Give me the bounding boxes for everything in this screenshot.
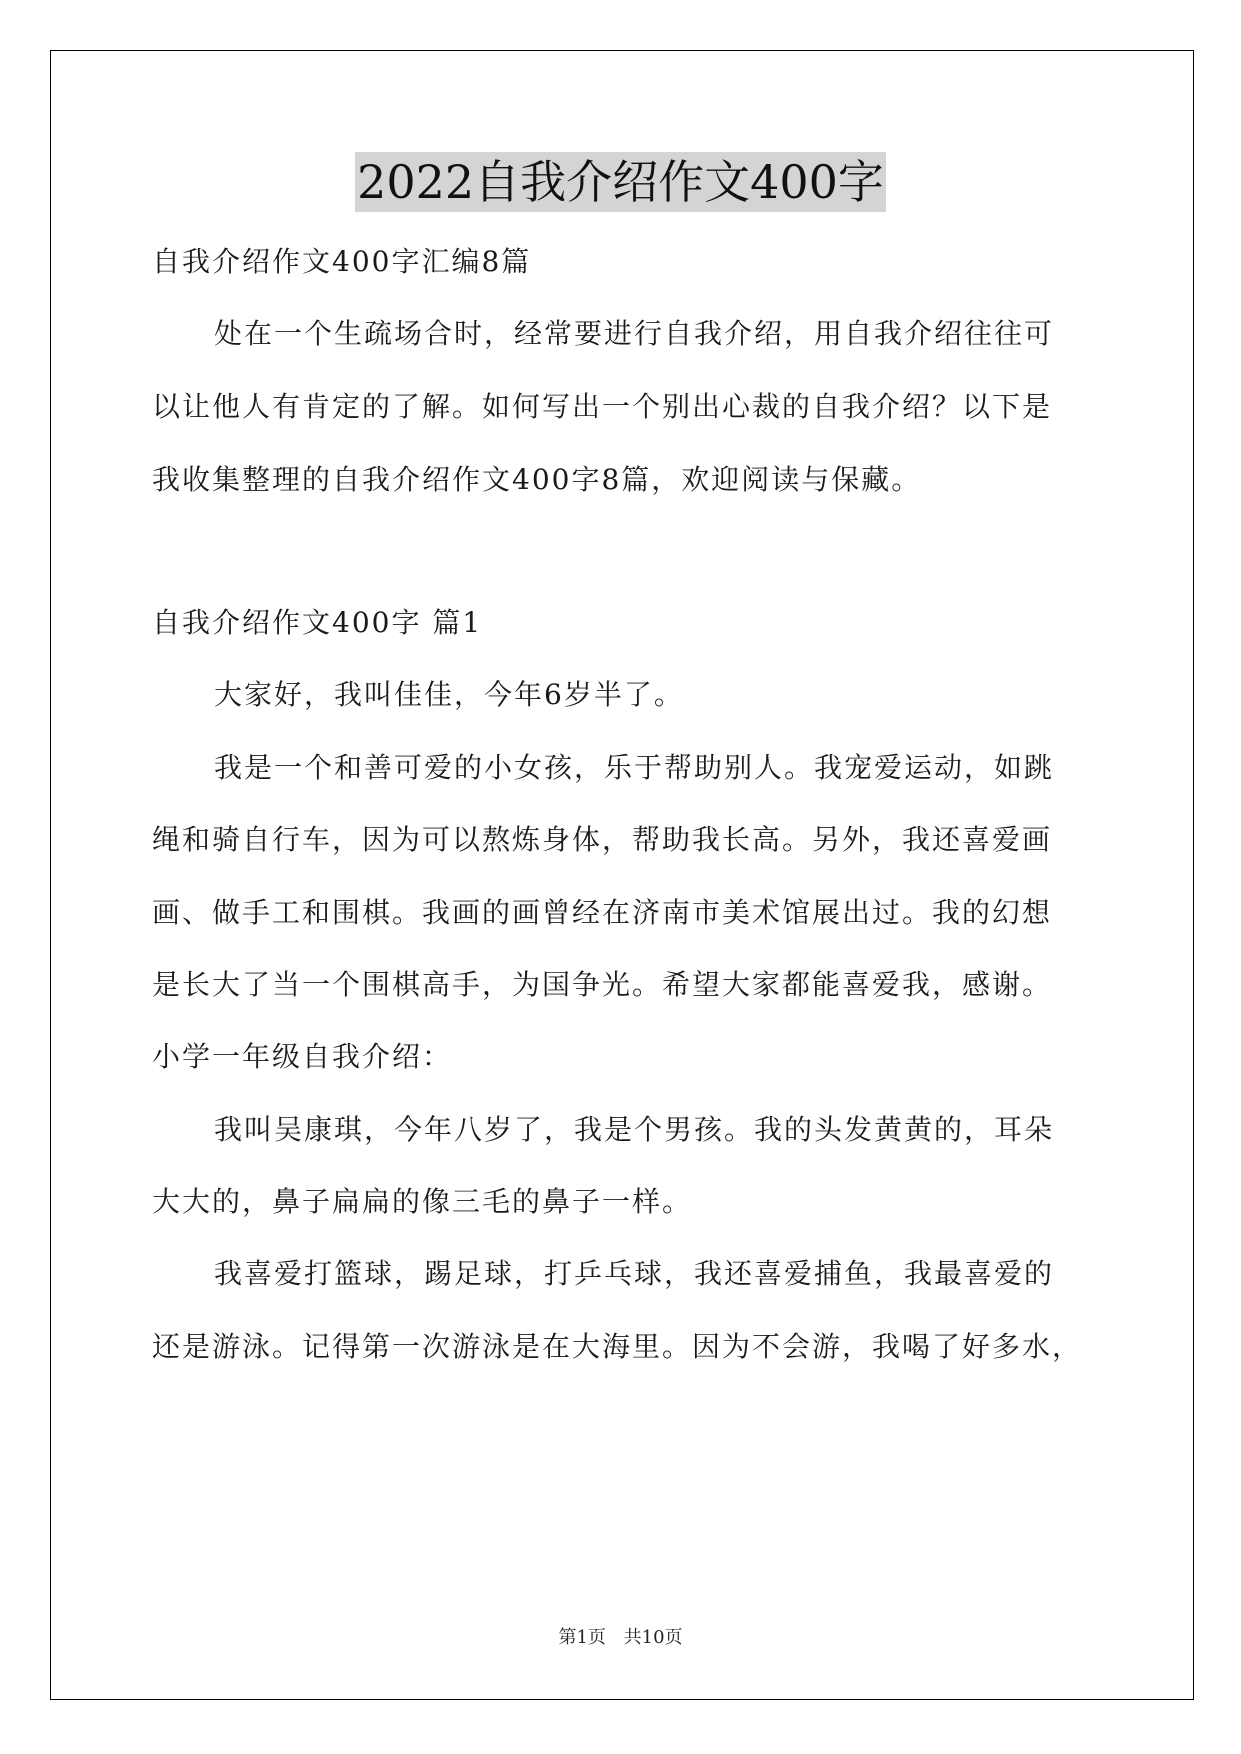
page-border	[50, 50, 1194, 1700]
body-line-3: 绳和骑自行车，因为可以熬炼身体，帮助我长高。另外，我还喜爱画	[152, 823, 1053, 856]
body-line-7: 我叫吴康琪，今年八岁了，我是个男孩。我的头发黄黄的，耳朵	[214, 1113, 1055, 1146]
body-line-10: 还是游泳。记得第一次游泳是在大海里。因为不会游，我喝了好多水，	[152, 1330, 1083, 1363]
section-heading: 自我介绍作文400字 篇1	[152, 606, 483, 639]
title-wrap	[0, 152, 1241, 212]
body-line-2: 我是一个和善可爱的小女孩，乐于帮助别人。我宠爱运动，如跳	[214, 751, 1055, 784]
document-subtitle: 自我介绍作文400字汇编8篇	[152, 245, 532, 278]
body-line-1: 大家好，我叫佳佳，今年6岁半了。	[214, 678, 684, 711]
intro-line-1: 处在一个生疏场合时，经常要进行自我介绍，用自我介绍往往可	[214, 317, 1055, 350]
page-footer	[0, 1626, 1241, 1650]
body-line-5: 是长大了当一个围棋高手，为国争光。希望大家都能喜爱我，感谢。	[152, 968, 1053, 1001]
intro-line-3: 我收集整理的自我介绍作文400字8篇，欢迎阅读与保藏。	[152, 463, 922, 496]
body-line-9: 我喜爱打篮球，踢足球，打乒乓球，我还喜爱捕鱼，我最喜爱的	[214, 1257, 1055, 1290]
body-line-4: 画、做手工和围棋。我画的画曾经在济南市美术馆展出过。我的幻想	[152, 896, 1053, 929]
document-title: 2022自我介绍作文400字	[355, 152, 886, 212]
intro-line-2: 以让他人有肯定的了解。如何写出一个别出心裁的自我介绍？以下是	[152, 390, 1053, 423]
page-number-total: 共10页	[623, 1627, 683, 1648]
body-line-6: 小学一年级自我介绍：	[152, 1040, 453, 1073]
body-line-8: 大大的，鼻子扁扁的像三毛的鼻子一样。	[152, 1185, 693, 1218]
page-number-current: 第1页	[558, 1627, 606, 1648]
